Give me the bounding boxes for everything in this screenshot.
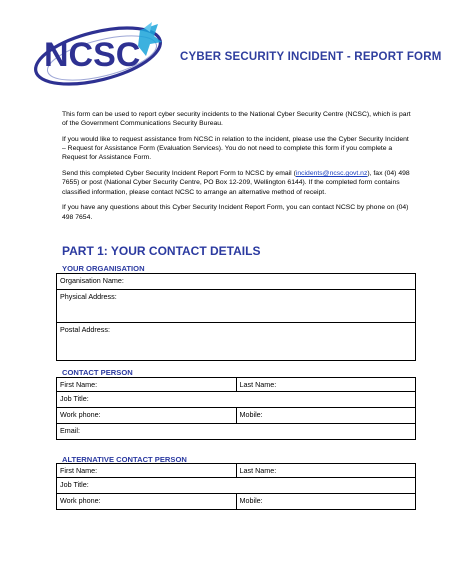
intro-p3-pre: Send this completed Cyber Security Incident Report Form to NCSC by email (: [62, 170, 296, 178]
alt-work-phone-field[interactable]: Work phone:: [57, 494, 237, 510]
intro-p3-post: ), fax (04) 498 7655) or post (National Cyber Security Centre, PO Box 12-209, Wellington 6144). If the completed form contains classified information, please contact NCSC to arrange an alternative method of receipt.: [62, 170, 410, 196]
ncsc-logo: [30, 18, 170, 90]
intro-paragraph-3: [62, 169, 412, 197]
organisation-name-field[interactable]: Organisation Name:: [57, 274, 416, 290]
contact-first-name-field[interactable]: First Name:: [57, 378, 237, 392]
org-table: [56, 273, 416, 361]
contact-last-name-field[interactable]: Last Name:: [236, 378, 416, 392]
physical-address-field[interactable]: Physical Address:: [57, 290, 416, 323]
alt-job-title-field[interactable]: Job Title:: [57, 478, 416, 494]
alt-contact-section-heading: ALTERNATIVE CONTACT PERSON: [62, 455, 187, 464]
alt-contact-table: [56, 463, 416, 510]
intro-paragraph-2: If you would like to request assistance from NCSC in relation to the incident, please use the Cyber Security Incident – Request for Assistance Form (Evaluation Services). You do not need to complete this form if you complete a Request for Assistance Form.: [62, 136, 409, 162]
contact-mobile-field[interactable]: Mobile:: [236, 408, 416, 424]
email-link[interactable]: incidents@ncsc.govt.nz: [295, 170, 368, 178]
alt-mobile-field[interactable]: Mobile:: [236, 494, 416, 510]
svg-text:NCSC: NCSC: [44, 36, 141, 74]
postal-address-field[interactable]: Postal Address:: [57, 323, 416, 361]
contact-job-title-field[interactable]: Job Title:: [57, 392, 416, 408]
form-title: CYBER SECURITY INCIDENT - REPORT FORM: [180, 51, 442, 63]
part-1-title: PART 1: YOUR CONTACT DETAILS: [62, 244, 261, 258]
intro-text: [62, 110, 412, 228]
contact-work-phone-field[interactable]: Work phone:: [57, 408, 237, 424]
intro-paragraph-4: If you have any questions about this Cyber Security Incident Report Form, you can contact NCSC by phone on (04) 498 7654.: [62, 204, 409, 221]
contact-section-heading: CONTACT PERSON: [62, 368, 133, 377]
contact-table: [56, 377, 416, 440]
intro-paragraph-1: This form can be used to report cyber security incidents to the National Cyber Security Centre (NCSC), which is part of the Government Communications Security Bureau.: [62, 111, 411, 128]
alt-first-name-field[interactable]: First Name:: [57, 464, 237, 478]
org-section-heading: YOUR ORGANISATION: [62, 264, 145, 273]
contact-email-field[interactable]: Email:: [57, 424, 416, 440]
alt-last-name-field[interactable]: Last Name:: [236, 464, 416, 478]
